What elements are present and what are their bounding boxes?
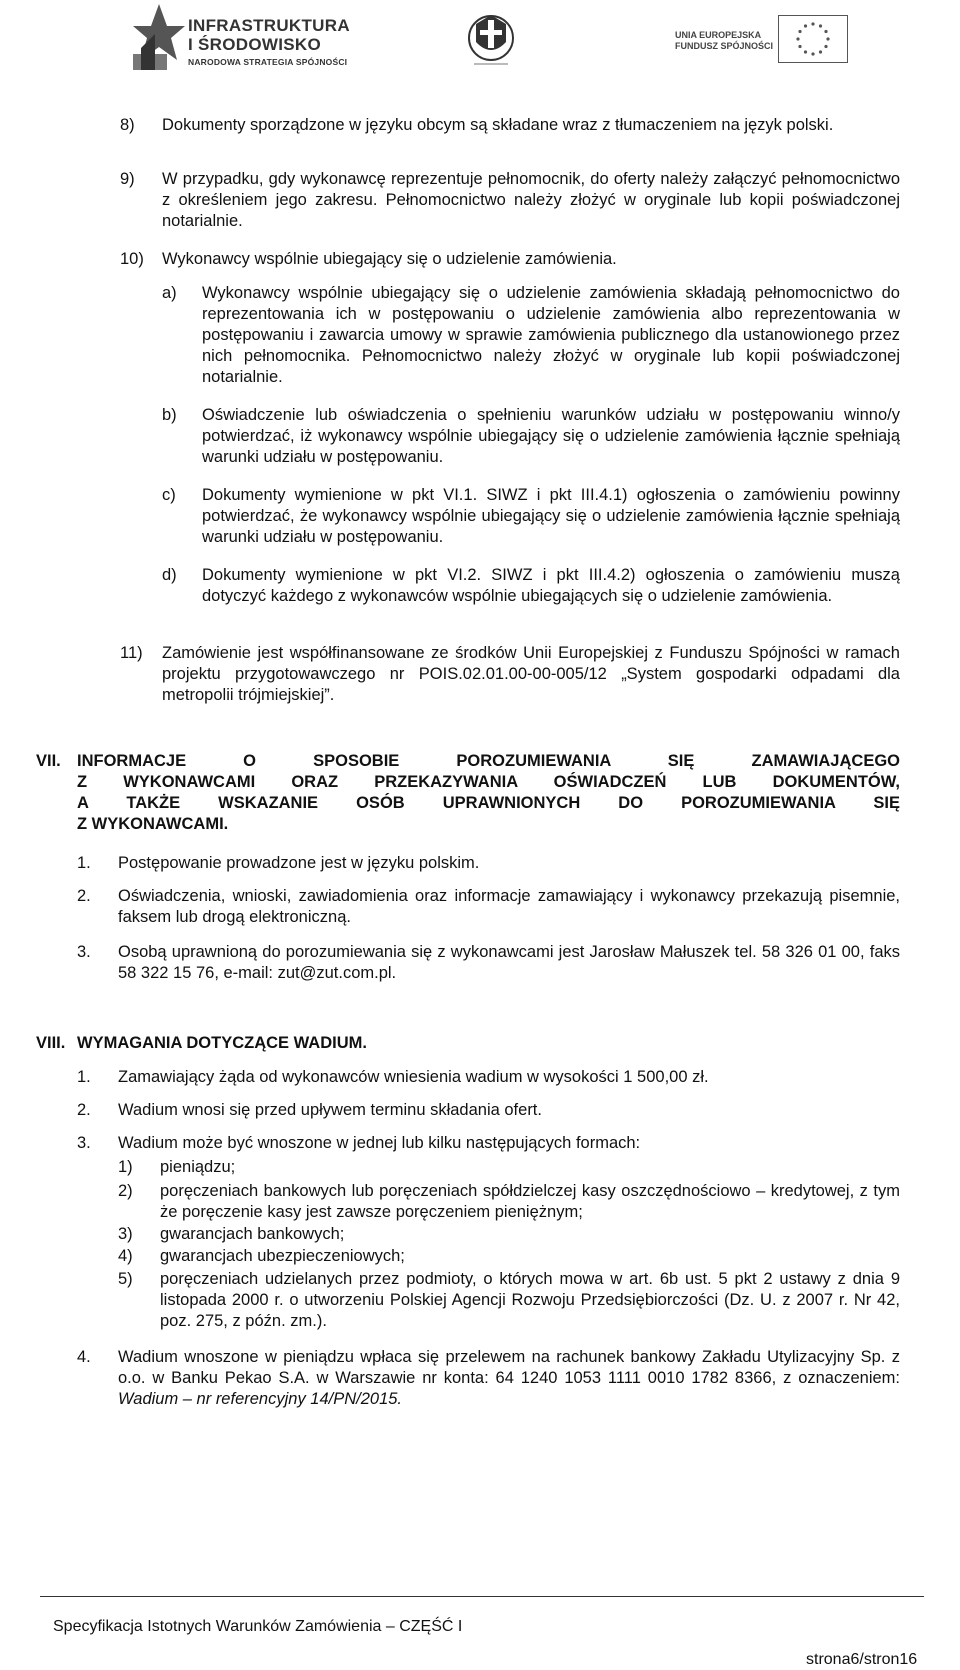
eu-flag-icon: [778, 15, 848, 63]
section-number: VIII.: [36, 1034, 66, 1052]
section-title: WYMAGANIA DOTYCZĄCE WADIUM.: [77, 1034, 367, 1052]
page-header: [0, 0, 960, 80]
zut-seal-icon: [468, 12, 514, 70]
section-number: VII.: [36, 752, 61, 770]
footer-divider: [40, 1596, 924, 1597]
page-number: strona6/stron16: [806, 1651, 918, 1668]
eu-logo-text: UNIA EUROPEJSKA FUNDUSZ SPÓJNOŚCI: [675, 30, 774, 51]
infrastruktura-logo-text: INFRASTRUKTURA I ŚRODOWISKO NARODOWA STRATEGIA SPÓJNOŚCI: [188, 16, 350, 67]
footer-doc-title: Specyfikacja Istotnych Warunków Zamówienia – CZĘŚĆ I: [53, 1618, 463, 1635]
wadium-payment-text: Wadium wnoszone w pieniądzu wpłaca się przelewem na rachunek bankowy Zakładu Utylizacyjny Sp. z o.o. w Banku Pekao S.A. w Warszawie nr konta: 64 1240 1053 1111 0010 1782 8366, z oznaczeniem: Wadium – nr referencyjny 14/PN/2015.: [118, 1348, 900, 1408]
infrastruktura-logo-icon: [133, 4, 185, 70]
section-title: INFORMACJE O SPOSOBIE POROZUMIEWANIA SIĘ ZAMAWIAJĄCEGO Z WYKONAWCAMI ORAZ PRZEKAZYWANIA OŚWIADCZEŃ LUB DOKUMENTÓW, A TAKŻE WSKAZANIE OSÓB UPRAWNIONYCH DO POROZUMIEWANIA SIĘ Z WYKONAWCAMI.: [77, 752, 900, 833]
